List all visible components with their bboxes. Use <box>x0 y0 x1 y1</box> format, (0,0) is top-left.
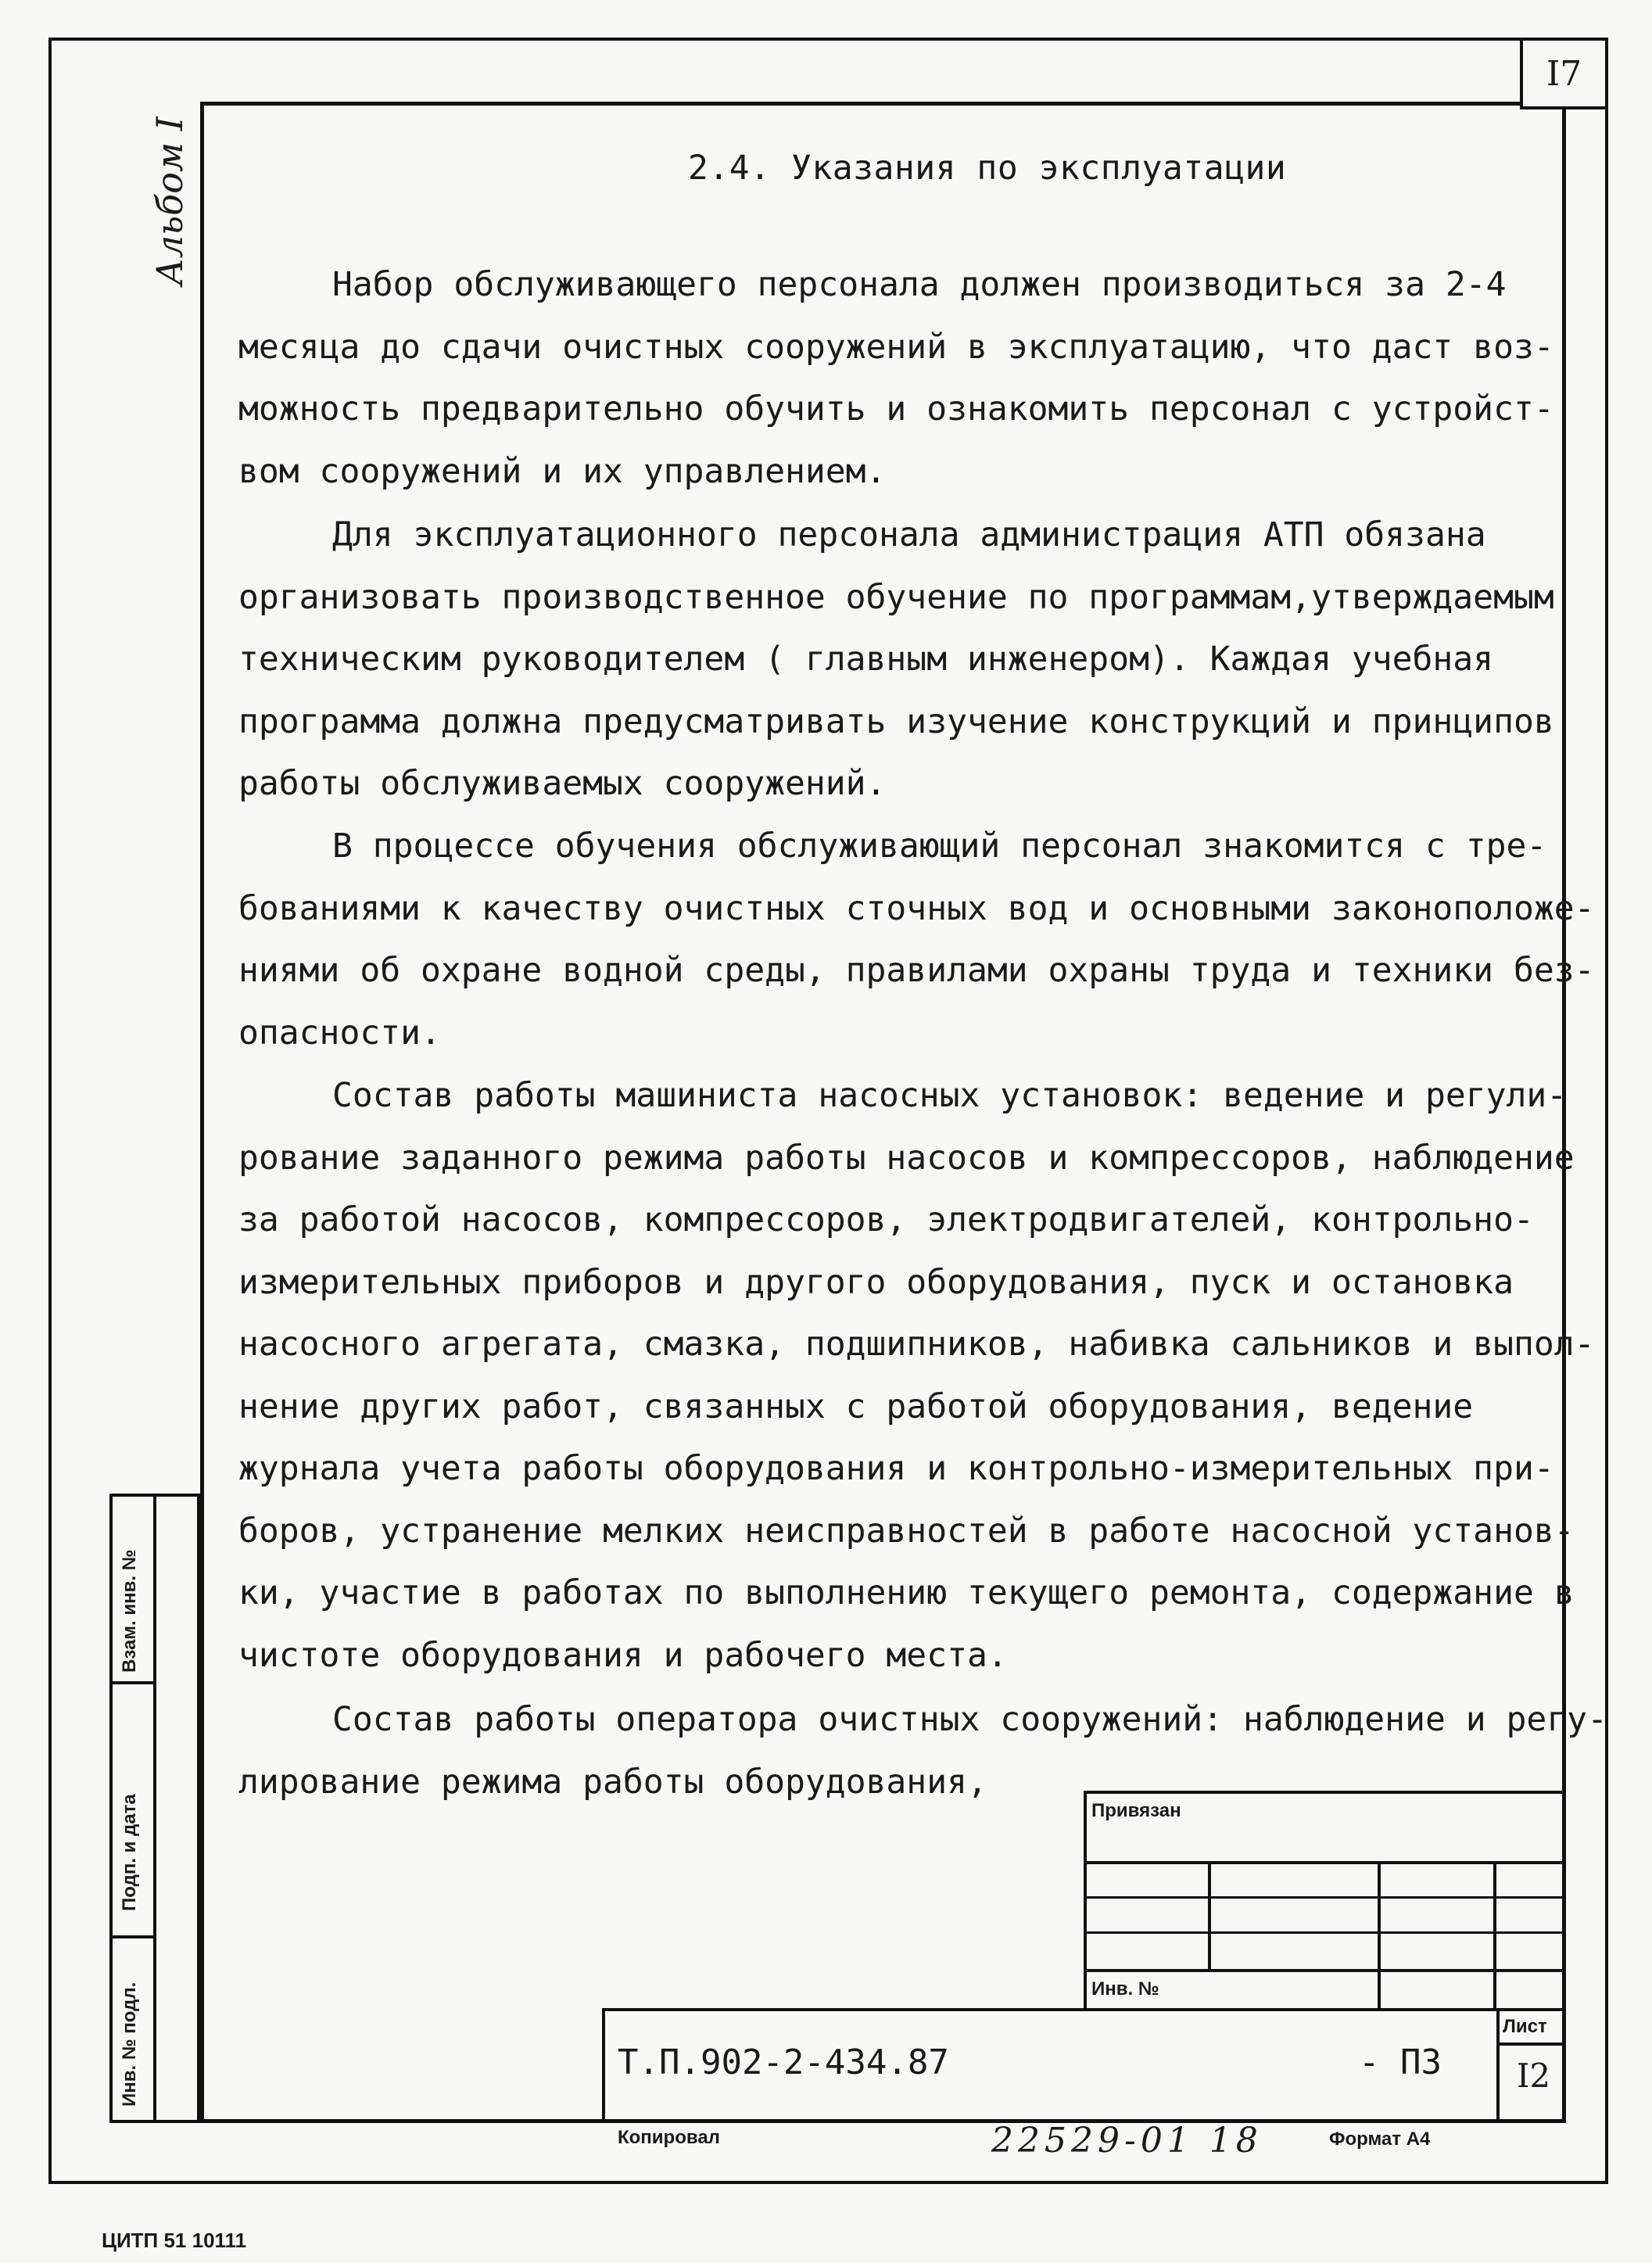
text-line: рование заданного режима работы насосов и компрессоров, наблюдение <box>238 1138 1575 1178</box>
inv-no-label: Инв. № <box>1091 1978 1159 1999</box>
tb-line <box>1378 1861 1381 2011</box>
text-line: лирование режима работы оборудования, <box>238 1762 987 1802</box>
text-line: программа должна предусматривать изучение конструкций и принципов <box>238 701 1554 741</box>
format-label: Формат А4 <box>1329 2129 1431 2150</box>
stamp-inv-podl-label: Инв. № подл. <box>119 1981 140 2107</box>
document-code: Т.П.902-2-434.87 <box>618 2042 949 2082</box>
tb-line <box>1493 1861 1496 2011</box>
corner-page-number: I7 <box>1520 38 1608 109</box>
privyazan-label: Привязан <box>1091 1800 1181 1821</box>
text-line: насосного агрегата, смазка, подшипников, набивка сальников и выпол- <box>238 1325 1595 1364</box>
stamp-podp-data <box>113 1684 156 1938</box>
stamp-column <box>109 1494 200 2123</box>
text-line: техническим руководителем ( главным инженером). Каждая учебная <box>238 640 1494 679</box>
text-line: Для эксплуатационного персонала администрация АТП обязана <box>332 515 1486 554</box>
footer-organization: ЦИТП 51 10111 <box>102 2229 247 2252</box>
text-line: Состав работы оператора очистных сооружений: наблюдение и регу- <box>332 1700 1607 1739</box>
text-line: чистоте оборудования и рабочего места. <box>238 1635 1008 1675</box>
text-line: месяца до сдачи очистных сооружений в эксплуатацию, что даст воз- <box>238 327 1554 367</box>
text-line: бованиями к качеству очистных сточных вод и основными законоположе- <box>238 888 1595 928</box>
section-heading: 2.4. Указания по эксплуатации <box>688 149 1287 188</box>
text-line: Состав работы машиниста насосных установок: ведение и регули- <box>332 1076 1568 1115</box>
paragraph-2 <box>238 504 1554 816</box>
copied-by-label: Копировал <box>618 2127 720 2148</box>
sheet-label: Лист <box>1503 2016 1547 2037</box>
text-line: журнала учета работы оборудования и контрольно-измерительных при- <box>238 1449 1554 1488</box>
stamp-podp-data-label: Подп. и дата <box>119 1794 140 1911</box>
sheet-number: I2 <box>1516 2057 1551 2095</box>
stamp-inv-podl <box>113 1938 156 2120</box>
text-line: измерительных приборов и другого оборудования, пуск и остановка <box>238 1262 1514 1302</box>
paragraph-4 <box>238 1065 1595 1687</box>
text-line: боров, устранение мелких неисправностей в работе насосной установ- <box>238 1511 1575 1551</box>
text-line: ниями об охране водной среды, правилами охраны труда и техники без- <box>238 951 1595 990</box>
paragraph-3 <box>238 816 1595 1064</box>
text-line: Набор обслуживающего персонала должен производиться за 2-4 <box>332 265 1507 304</box>
text-line: нение других работ, связанных с работой оборудования, ведение <box>238 1386 1474 1426</box>
album-label <box>149 117 195 309</box>
text-line: В процессе обучения обслуживающий персонал знакомится с тре- <box>332 827 1547 866</box>
tb-line <box>1208 1861 1211 1971</box>
text-line: вом сооружений и их управлением. <box>238 451 887 491</box>
album-label-text: Альбом I <box>149 117 191 285</box>
stamp-vzam-inv-label: Взам. инв. № <box>119 1549 140 1673</box>
paragraph-1 <box>238 254 1554 503</box>
text-line: за работой насосов, компрессоров, электродвигателей, контрольно- <box>238 1200 1534 1239</box>
text-line: работы обслуживаемых сооружений. <box>238 764 887 803</box>
text-line: ки, участие в работах по выполнению текущего ремонта, содержание в <box>238 1573 1575 1612</box>
text-line: опасности. <box>238 1013 441 1053</box>
stamp-vzam-inv <box>113 1497 156 1684</box>
document-suffix: - ПЗ <box>1359 2042 1442 2082</box>
text-line: можность предварительно обучить и ознакомить персонал с устройст- <box>238 389 1554 429</box>
text-line: организовать производственное обучение по программам,утверждаемым <box>238 577 1554 617</box>
tb-line <box>1496 2008 1500 2123</box>
registration-number: 22529-01 18 <box>991 2121 1263 2161</box>
tb-line <box>1496 2042 1566 2046</box>
